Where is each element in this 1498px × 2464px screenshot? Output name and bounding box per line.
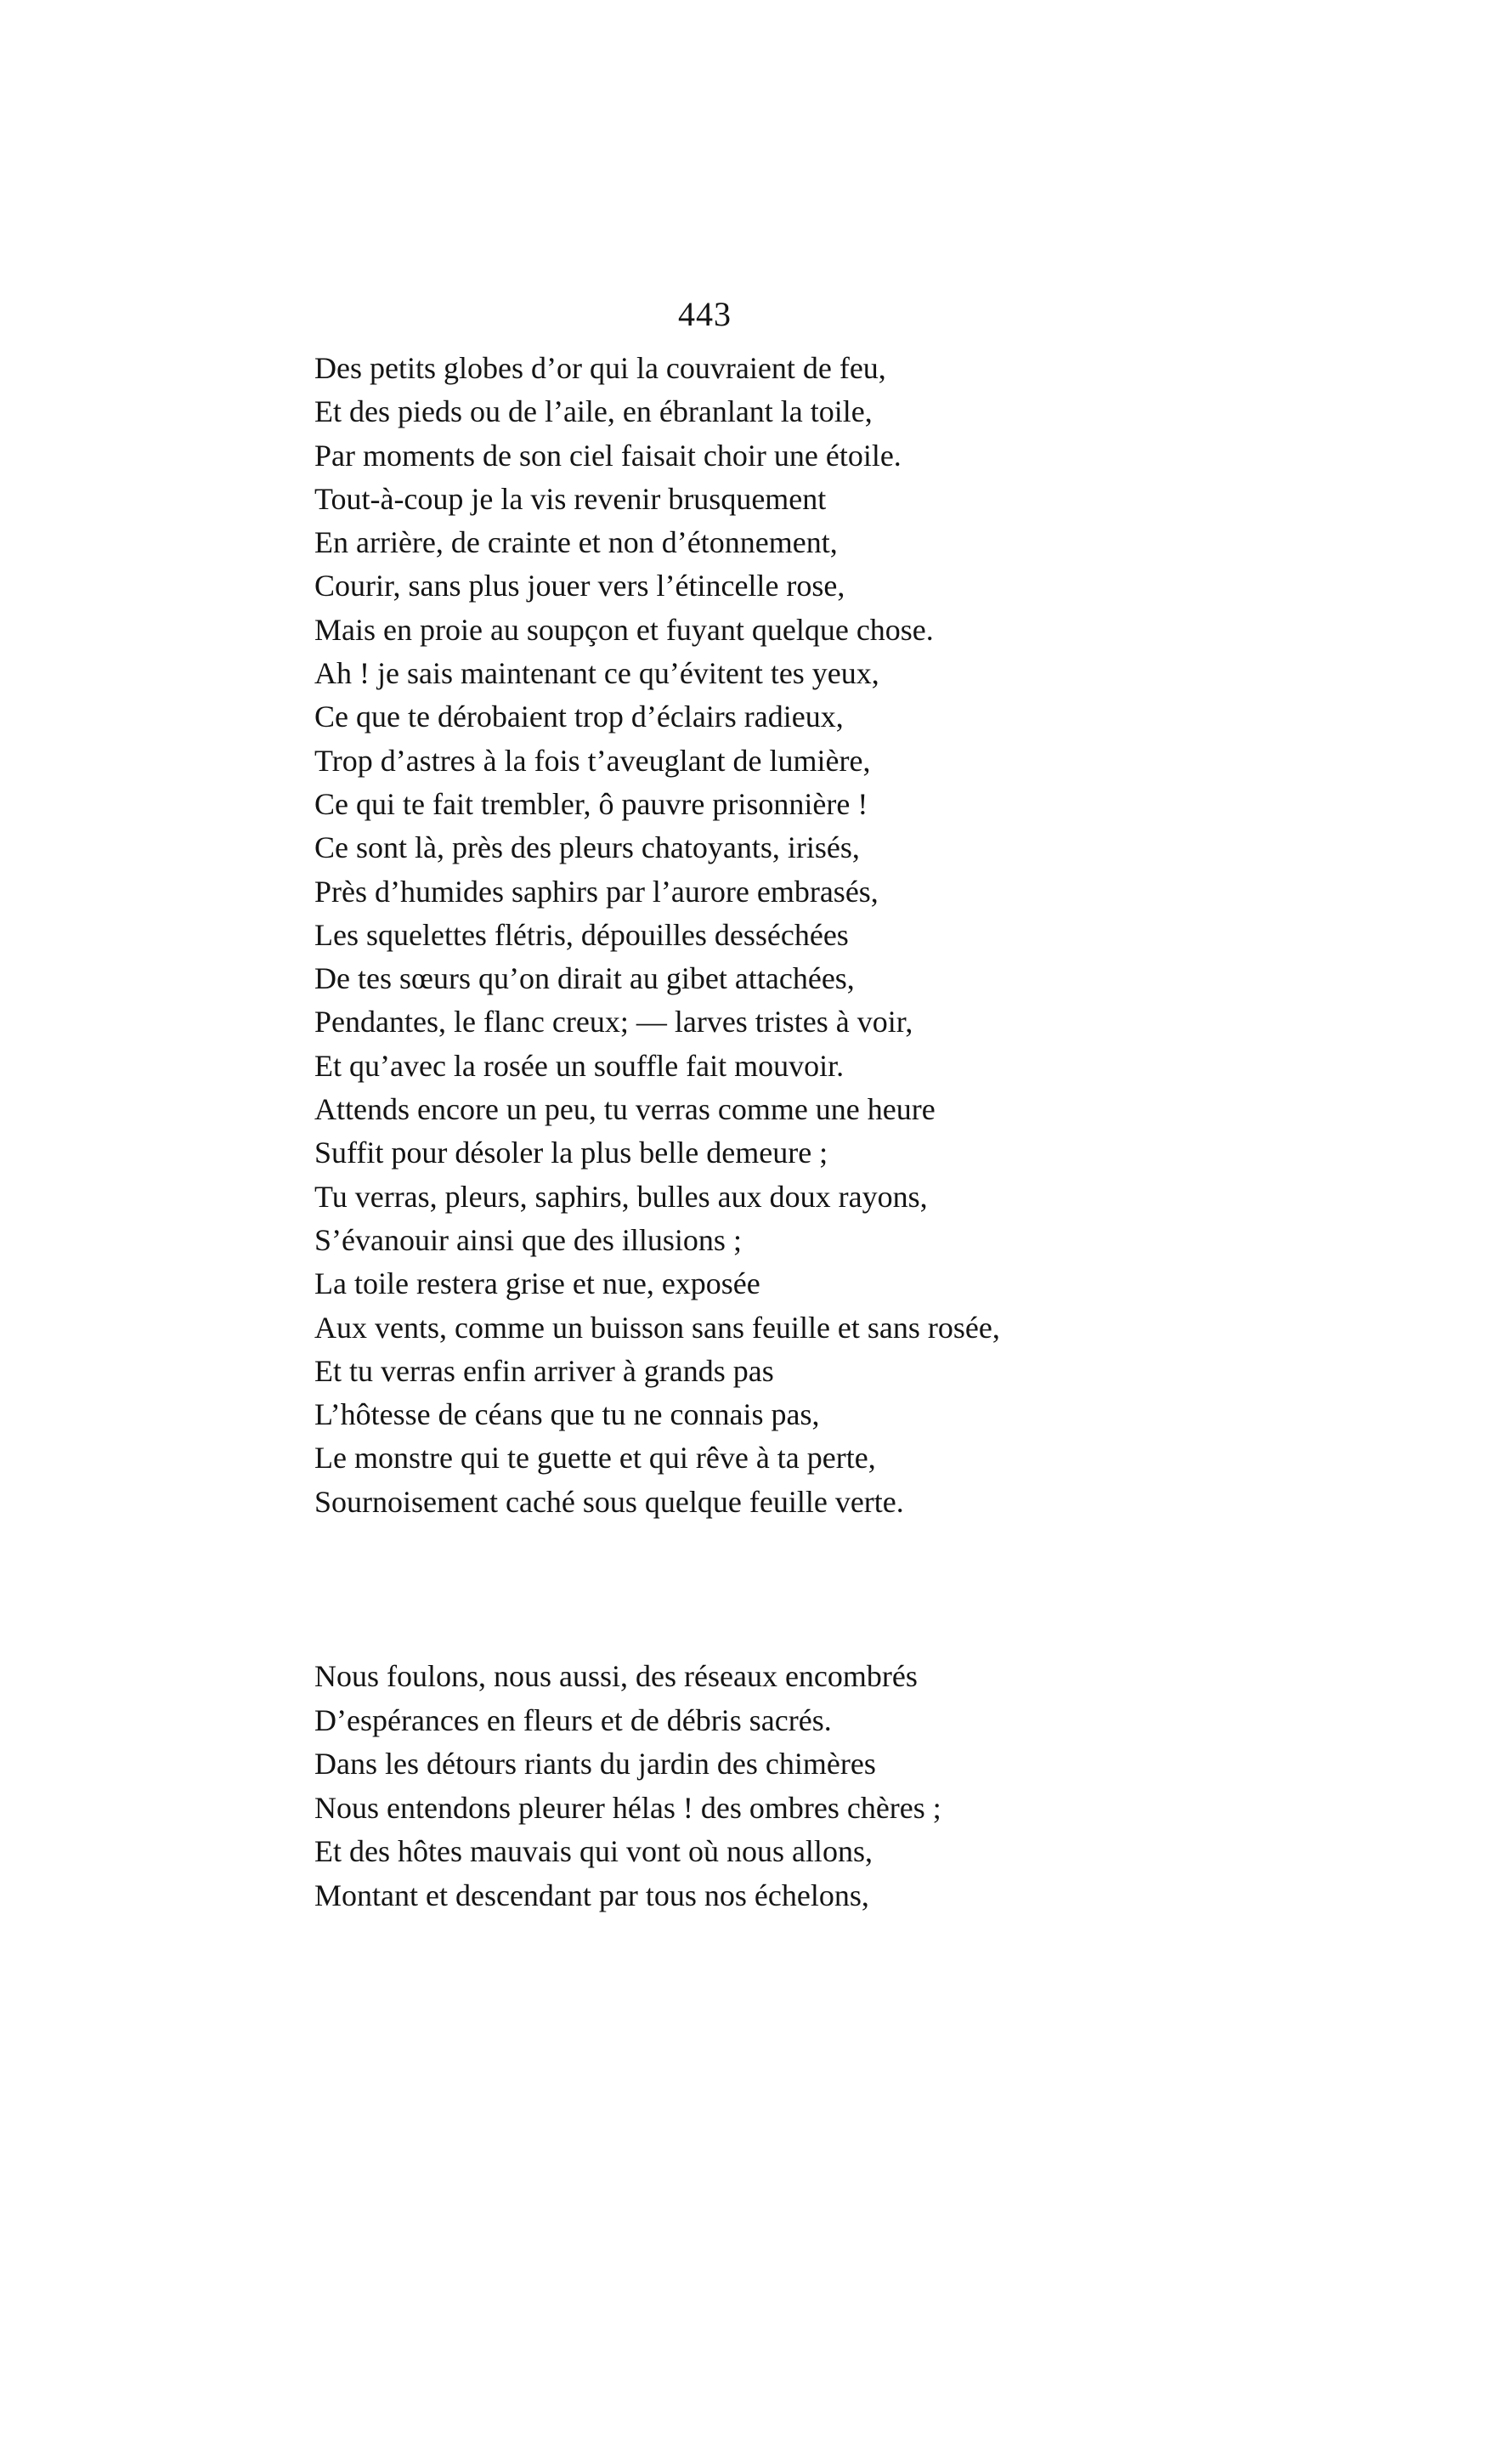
verse-line: Courir, sans plus jouer vers l’étincelle rose, — [314, 569, 845, 603]
verse-line: Et des pieds ou de l’aile, en ébranlant la toile, — [314, 394, 873, 429]
verse-line: Le monstre qui te guette et qui rêve à ta perte, — [314, 1441, 876, 1476]
verse-line: Montant et descendant par tous nos échelons, — [314, 1878, 869, 1912]
verse-line: L’hôtesse de céans que tu ne connais pas, — [314, 1397, 820, 1432]
verse-line: Nous foulons, nous aussi, des réseaux encombrés — [314, 1659, 918, 1693]
verse-line: Et tu verras enfin arriver à grands pas — [314, 1353, 774, 1388]
verse-line: D’espérances en fleurs et de débris sacrés. — [314, 1702, 832, 1737]
verse-line: Dans les détours riants du jardin des chimères — [314, 1747, 876, 1781]
verse-line: Et qu’avec la rosée un souffle fait mouvoir. — [314, 1048, 845, 1083]
stanza-2 — [314, 1655, 941, 1917]
stanza-1 — [314, 347, 1000, 1524]
verse-line: Suffit pour désoler la plus belle demeure ; — [314, 1136, 828, 1170]
verse-line: Ce sont là, près des pleurs chatoyants, irisés, — [314, 830, 860, 865]
verse-line: S’évanouir ainsi que des illusions ; — [314, 1222, 742, 1257]
verse-line: Mais en proie au soupçon et fuyant quelque chose. — [314, 612, 934, 647]
verse-line: De tes sœurs qu’on dirait au gibet attachées, — [314, 961, 855, 996]
verse-line: Par moments de son ciel faisait choir une étoile. — [314, 438, 902, 473]
verse-line: Trop d’astres à la fois t’aveuglant de lumière, — [314, 743, 871, 778]
verse-line: Les squelettes flétris, dépouilles desséchées — [314, 917, 849, 952]
verse-line: Pendantes, le flanc creux; — larves tristes à voir, — [314, 1005, 913, 1039]
verse-line: Des petits globes d’or qui la couvraient de feu, — [314, 351, 886, 385]
verse-line: Et des hôtes mauvais qui vont où nous allons, — [314, 1834, 873, 1868]
verse-line: Attends encore un peu, tu verras comme une heure — [314, 1092, 936, 1127]
verse-line: Nous entendons pleurer hélas ! des ombres chères ; — [314, 1790, 941, 1825]
verse-line: Aux vents, comme un buisson sans feuille et sans rosée, — [314, 1310, 1000, 1345]
verse-line: Tout-à-coup je la vis revenir brusquement — [314, 481, 827, 516]
verse-line: En arrière, de crainte et non d’étonnement, — [314, 525, 838, 560]
verse-line: Ce qui te fait trembler, ô pauvre prisonnière ! — [314, 786, 868, 821]
verse-line: Sournoisement caché sous quelque feuille verte. — [314, 1484, 904, 1519]
verse-line: Près d’humides saphirs par l’aurore embrasés, — [314, 874, 879, 909]
page-number: 443 — [678, 295, 732, 333]
verse-line: Ce que te dérobaient trop d’éclairs radieux, — [314, 700, 844, 734]
verse-line: Ah ! je sais maintenant ce qu’évitent tes yeux, — [314, 656, 879, 691]
verse-line: Tu verras, pleurs, saphirs, bulles aux doux rayons, — [314, 1179, 928, 1214]
verse-line: La toile restera grise et nue, exposée — [314, 1266, 760, 1301]
